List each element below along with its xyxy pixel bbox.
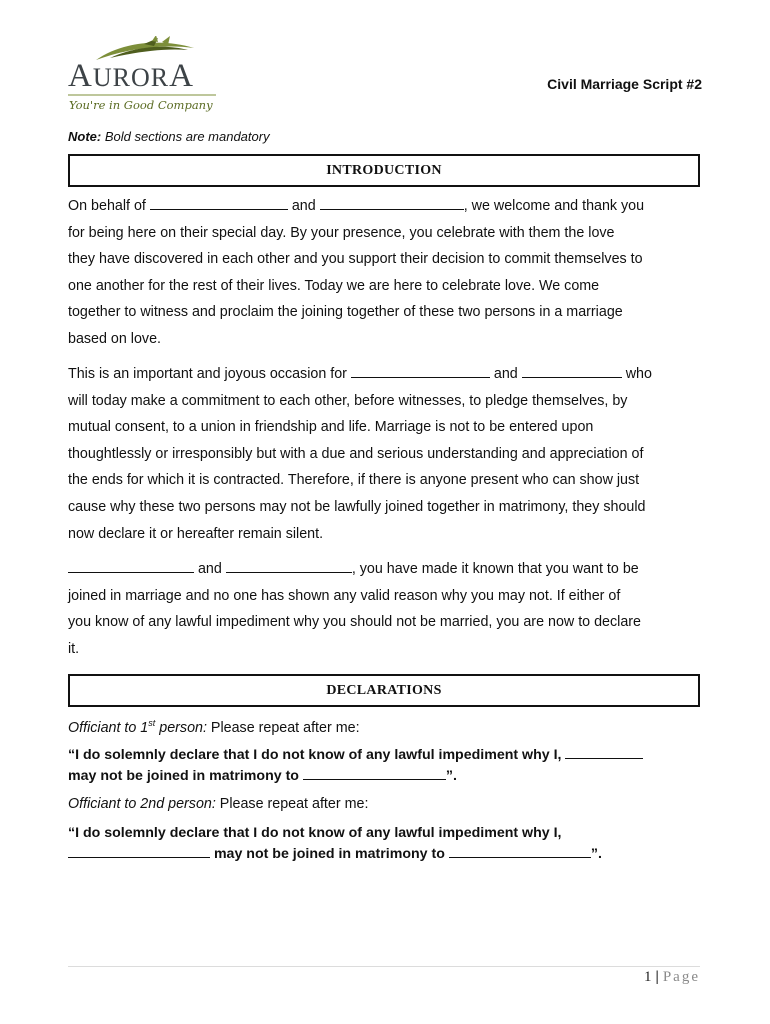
document-title: Civil Marriage Script #2 <box>547 76 702 92</box>
section-title: INTRODUCTION <box>326 162 442 178</box>
name-blank[interactable] <box>565 746 643 759</box>
name-blank[interactable] <box>68 845 210 858</box>
text-line: will today make a commitment to each other, before witnesses, to pledge themselves, by <box>68 392 628 409</box>
text-line: and , you have made it known that you want to be <box>68 556 688 583</box>
text-line: “I do solemnly declare that I do not know of any lawful impediment why I, <box>68 825 562 841</box>
text-line: may not be joined in matrimony to ”. <box>68 844 602 865</box>
note-label: Note: <box>68 129 102 144</box>
text-line: thoughtlessly or irresponsibly but with a due and serious understanding and appreciation of <box>68 445 644 462</box>
intro-paragraph-2 <box>68 361 688 547</box>
officiant-prompt-2: Officiant to 2nd person: Please repeat after me: <box>68 796 369 812</box>
text-line: mutual consent, to a union in friendship and life. Marriage is not to be entered upon <box>68 419 594 436</box>
footer-divider <box>68 966 700 967</box>
text-line: joined in marriage and no one has shown any valid reason why you may not. If either of <box>68 587 621 604</box>
text-line: may not be joined in matrimony to ”. <box>68 768 457 784</box>
logo-tagline: You're in Good Company <box>69 98 213 112</box>
text-line: “I do solemnly declare that I do not know of any lawful impediment why I, <box>68 745 643 766</box>
declaration-quote-2 <box>68 823 602 865</box>
intro-paragraph-1 <box>68 193 688 353</box>
officiant-prompt-1: Officiant to 1st person: Please repeat after me: <box>68 718 360 736</box>
section-title: DECLARATIONS <box>326 682 442 698</box>
text-line: the ends for which it is contracted. Therefore, if there is anyone present who can show just <box>68 472 640 489</box>
text-line: This is an important and joyous occasion for and who <box>68 366 652 382</box>
name-blank[interactable] <box>351 365 490 378</box>
page-number: 1 <box>644 969 652 985</box>
text-line: based on love. <box>68 330 161 347</box>
section-header-introduction <box>68 154 700 187</box>
note <box>68 129 270 144</box>
name-blank[interactable] <box>226 560 352 573</box>
logo-wordmark: AURORA <box>68 58 194 94</box>
text-line: it. <box>68 640 80 657</box>
text-line: you know of any lawful impediment why you should not be married, you are now to declare <box>68 614 641 631</box>
name-blank[interactable] <box>320 197 464 210</box>
name-blank[interactable] <box>303 767 446 780</box>
name-blank[interactable] <box>522 365 622 378</box>
text-line: On behalf of and , we welcome and thank you <box>68 198 645 214</box>
note-text: Bold sections are mandatory <box>101 129 270 144</box>
text-line: cause why these two persons may not be lawfully joined together in matrimony, they should <box>68 498 646 515</box>
aurora-logo <box>66 36 221 120</box>
text-line: together to witness and proclaim the joining together of these two persons in a marriage <box>68 304 623 321</box>
declaration-quote-1 <box>68 745 643 787</box>
name-blank[interactable] <box>449 845 591 858</box>
section-header-declarations <box>68 674 700 707</box>
text-line: one another for the rest of their lives. Today we are here to celebrate love. We come <box>68 277 600 294</box>
name-blank[interactable] <box>68 560 194 573</box>
page-footer: 1 | Page <box>644 969 700 985</box>
intro-paragraph-3 <box>68 556 688 662</box>
text-line: now declare it or hereafter remain silent. <box>68 525 324 542</box>
text-line: for being here on their special day. By your presence, you celebrate with them the love <box>68 224 615 241</box>
page-label: Page <box>662 969 700 985</box>
text-line: they have discovered in each other and you support their decision to commit themselves to <box>68 251 643 268</box>
name-blank[interactable] <box>150 197 288 210</box>
